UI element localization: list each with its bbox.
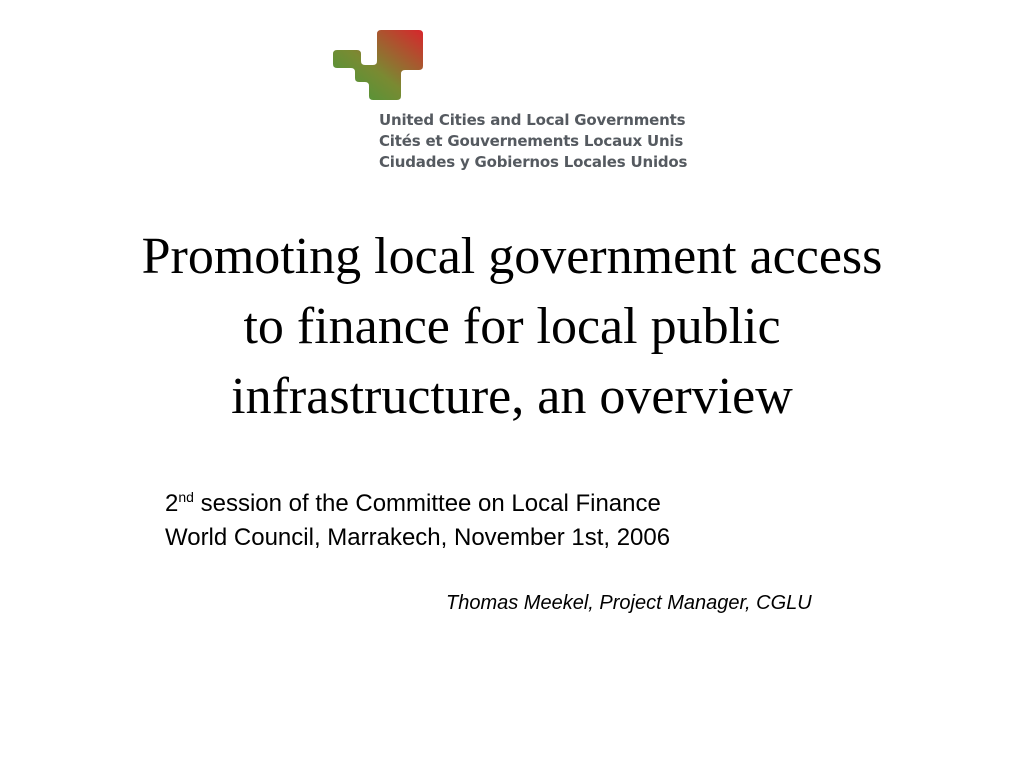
organization-name-fr: Cités et Gouvernements Locaux Unis [379, 132, 684, 150]
author-credit: Thomas Meekel, Project Manager, CGLU [446, 592, 812, 614]
slide-title [60, 222, 964, 432]
session-line-2: World Council, Marrakech, November 1st, 2006 [165, 524, 671, 551]
organization-name-es: Ciudades y Gobiernos Locales Unidos [379, 153, 688, 171]
title-line: infrastructure, an overview [231, 368, 793, 425]
organization-name [379, 110, 687, 173]
session-ordinal-number: 2 [165, 490, 179, 517]
session-line-1 [165, 487, 670, 521]
session-line-1-text: session of the Committee on Local Finance [193, 490, 661, 517]
uclg-logo-icon [333, 28, 425, 102]
title-line: to finance for local public [243, 298, 781, 355]
organization-name-en: United Cities and Local Governments [379, 111, 686, 129]
title-line: Promoting local government access [141, 228, 883, 285]
session-ordinal-suffix: nd [178, 489, 194, 505]
session-info [165, 487, 670, 555]
